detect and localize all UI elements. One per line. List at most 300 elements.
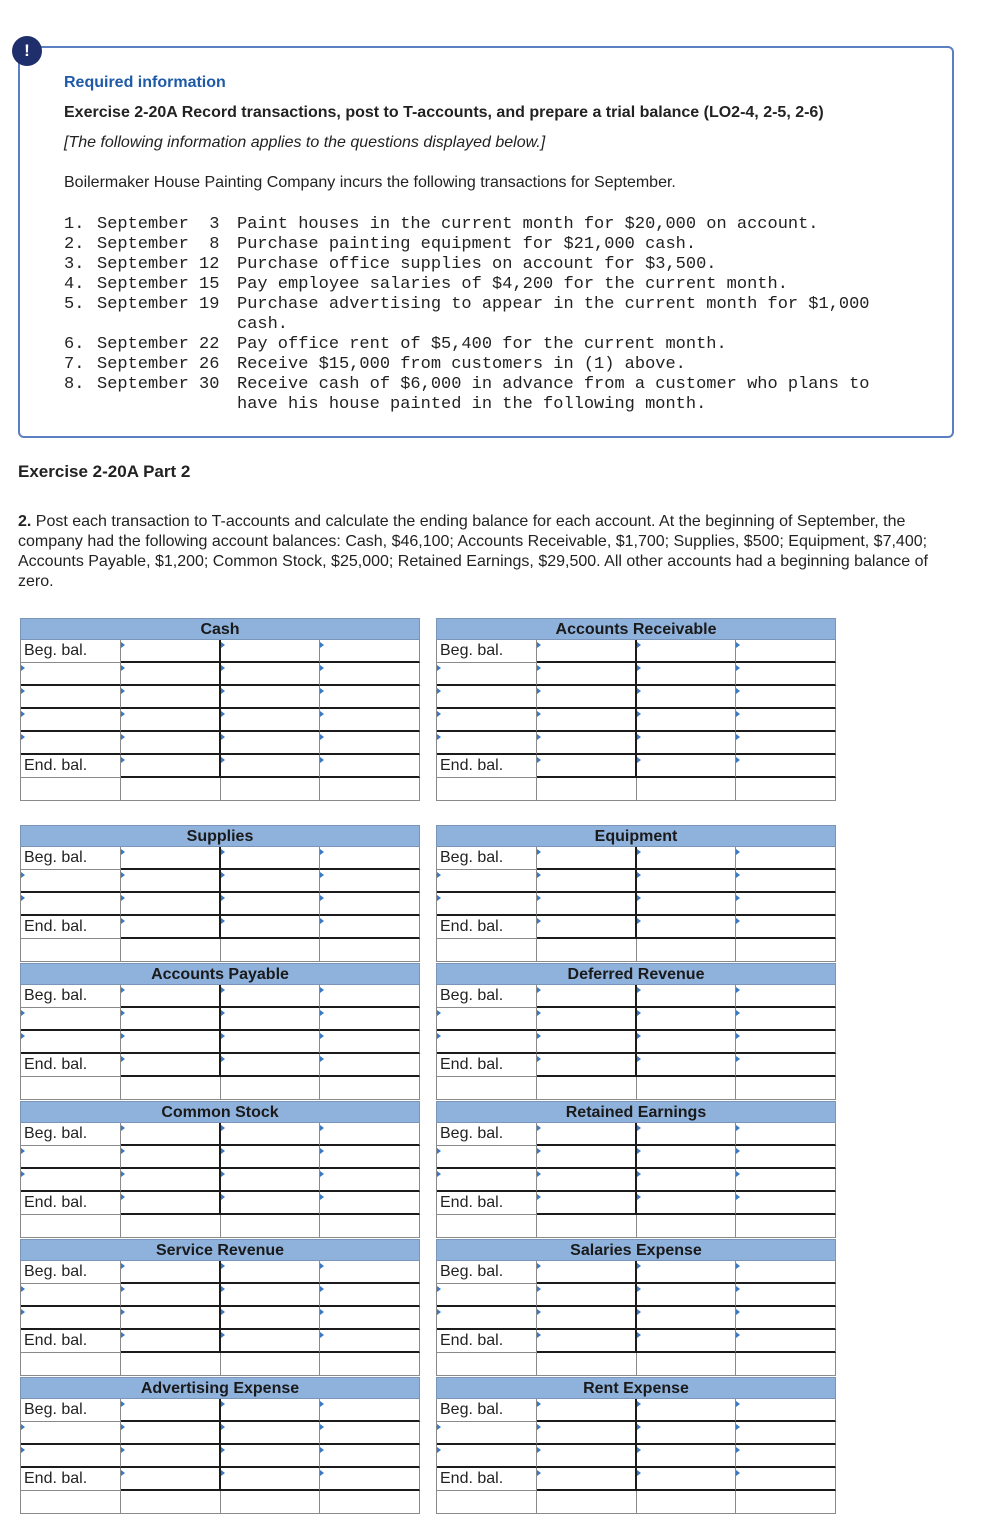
credit-input[interactable] [637, 640, 737, 663]
debit-input[interactable] [537, 1468, 637, 1491]
credit-input[interactable] [221, 732, 321, 755]
amount-input[interactable] [320, 1169, 420, 1192]
debit-input[interactable] [121, 847, 221, 870]
instruction-number: 2. [18, 513, 32, 530]
credit-input[interactable] [637, 1054, 737, 1077]
amount-input[interactable] [320, 663, 420, 686]
account-name-input[interactable] [21, 1307, 121, 1330]
amount-input[interactable] [736, 732, 836, 755]
credit-input[interactable] [221, 1146, 321, 1169]
beginning-balance-label: Beg. bal. [21, 1399, 121, 1422]
credit-input[interactable] [637, 1399, 737, 1422]
footer-row [21, 939, 420, 962]
credit-input[interactable] [221, 893, 321, 916]
ending-balance-label: End. bal. [21, 1468, 121, 1491]
beginning-balance-row [21, 847, 420, 870]
debit-input[interactable] [121, 1284, 221, 1307]
amount-input[interactable] [736, 755, 836, 778]
account-name-input[interactable] [21, 686, 121, 709]
credit-input[interactable] [637, 1031, 737, 1054]
debit-input[interactable] [537, 847, 637, 870]
footer-row [437, 939, 836, 962]
footer-cell [21, 1353, 121, 1376]
intro-text: Boilermaker House Painting Company incurs the following transactions for September. [64, 174, 676, 191]
ending-balance-row [437, 1054, 836, 1077]
debit-input[interactable] [537, 709, 637, 732]
account-name-input[interactable] [21, 1169, 121, 1192]
credit-input[interactable] [221, 1192, 321, 1215]
footer-cell [736, 1353, 836, 1376]
beginning-balance-label: Beg. bal. [437, 1399, 537, 1422]
transaction-date: September 22 [97, 335, 220, 354]
debit-input[interactable] [537, 1031, 637, 1054]
ending-balance-label: End. bal. [21, 1054, 121, 1077]
credit-input[interactable] [637, 1445, 737, 1468]
entry-row [437, 870, 836, 893]
debit-input[interactable] [537, 893, 637, 916]
amount-input[interactable] [736, 1468, 836, 1491]
beginning-balance-row [21, 1399, 420, 1422]
account-name-input[interactable] [437, 1445, 537, 1468]
footer-cell [437, 1353, 537, 1376]
entry-row [437, 1169, 836, 1192]
amount-input[interactable] [320, 847, 420, 870]
debit-input[interactable] [121, 1307, 221, 1330]
ending-balance-row [21, 916, 420, 939]
account-name-input[interactable] [437, 893, 537, 916]
account-name-input[interactable] [21, 893, 121, 916]
credit-input[interactable] [637, 663, 737, 686]
amount-input[interactable] [320, 1261, 420, 1284]
beginning-balance-label: Beg. bal. [21, 847, 121, 870]
amount-input[interactable] [736, 1054, 836, 1077]
transaction-desc: Purchase painting equipment for $21,000 cash. [237, 235, 697, 254]
footer-cell [637, 778, 737, 801]
credit-input[interactable] [637, 686, 737, 709]
t-account-accounts-payable [20, 963, 420, 1100]
footer-row [437, 1353, 836, 1376]
t-account-service-revenue [20, 1239, 420, 1376]
amount-input[interactable] [736, 1399, 836, 1422]
credit-input[interactable] [221, 985, 321, 1008]
credit-input[interactable] [637, 1468, 737, 1491]
account-name-input[interactable] [21, 709, 121, 732]
amount-input[interactable] [736, 1422, 836, 1445]
account-title: Equipment [436, 825, 836, 847]
credit-input[interactable] [221, 1445, 321, 1468]
entry-row [437, 893, 836, 916]
transaction-desc: Purchase advertising to appear in the current month for $1,000 cash. [237, 295, 870, 334]
footer-cell [221, 1491, 321, 1514]
beginning-balance-label: Beg. bal. [437, 847, 537, 870]
transaction-desc: Pay office rent of $5,400 for the current month. [237, 335, 727, 354]
transaction-num: 6. [64, 335, 85, 354]
account-name-input[interactable] [21, 732, 121, 755]
account-name-input[interactable] [437, 1008, 537, 1031]
account-title: Salaries Expense [436, 1239, 836, 1261]
credit-input[interactable] [221, 1330, 321, 1353]
debit-input[interactable] [121, 686, 221, 709]
debit-input[interactable] [537, 1169, 637, 1192]
account-title: Supplies [20, 825, 420, 847]
account-row [20, 1239, 838, 1377]
required-information-box [18, 46, 954, 438]
credit-input[interactable] [637, 1284, 737, 1307]
transaction-num: 2. [64, 235, 85, 254]
account-name-input[interactable] [437, 1422, 537, 1445]
transaction-num: 4. [64, 275, 85, 294]
amount-input[interactable] [736, 1284, 836, 1307]
t-accounts-grid [20, 618, 838, 1515]
credit-input[interactable] [637, 1330, 737, 1353]
amount-input[interactable] [736, 640, 836, 663]
beginning-balance-label: Beg. bal. [437, 1123, 537, 1146]
amount-input[interactable] [320, 1031, 420, 1054]
amount-input[interactable] [736, 1445, 836, 1468]
debit-input[interactable] [537, 1261, 637, 1284]
transaction-list [64, 215, 917, 415]
credit-input[interactable] [637, 1169, 737, 1192]
debit-input[interactable] [537, 1054, 637, 1077]
debit-input[interactable] [537, 1330, 637, 1353]
amount-input[interactable] [320, 1146, 420, 1169]
amount-input[interactable] [320, 985, 420, 1008]
debit-input[interactable] [537, 755, 637, 778]
footer-cell [121, 1077, 221, 1100]
credit-input[interactable] [637, 1422, 737, 1445]
transaction-date: September 8 [97, 235, 220, 254]
amount-input[interactable] [320, 1284, 420, 1307]
debit-input[interactable] [121, 1261, 221, 1284]
credit-input[interactable] [221, 1169, 321, 1192]
credit-input[interactable] [221, 870, 321, 893]
transaction-num: 5. [64, 295, 85, 314]
account-name-input[interactable] [437, 732, 537, 755]
amount-input[interactable] [736, 1169, 836, 1192]
amount-input[interactable] [736, 1330, 836, 1353]
credit-input[interactable] [637, 1008, 737, 1031]
footer-cell [637, 1491, 737, 1514]
footer-cell [21, 778, 121, 801]
amount-input[interactable] [736, 686, 836, 709]
credit-input[interactable] [637, 1192, 737, 1215]
beginning-balance-row [437, 1123, 836, 1146]
transaction-item [64, 235, 917, 255]
credit-input[interactable] [221, 916, 321, 939]
debit-input[interactable] [121, 1031, 221, 1054]
beginning-balance-row [21, 640, 420, 663]
amount-input[interactable] [320, 1192, 420, 1215]
amount-input[interactable] [736, 1307, 836, 1330]
credit-input[interactable] [221, 1008, 321, 1031]
debit-input[interactable] [121, 1054, 221, 1077]
credit-input[interactable] [637, 893, 737, 916]
debit-input[interactable] [121, 1146, 221, 1169]
credit-input[interactable] [221, 1422, 321, 1445]
amount-input[interactable] [320, 1054, 420, 1077]
footer-cell [320, 1491, 420, 1514]
beginning-balance-row [437, 985, 836, 1008]
t-account-rent-expense [436, 1377, 836, 1514]
footer-row [21, 1491, 420, 1514]
account-name-input[interactable] [437, 709, 537, 732]
amount-input[interactable] [320, 640, 420, 663]
account-title: Rent Expense [436, 1377, 836, 1399]
amount-input[interactable] [736, 847, 836, 870]
credit-input[interactable] [221, 1399, 321, 1422]
credit-input[interactable] [221, 1307, 321, 1330]
footer-cell [21, 939, 121, 962]
credit-input[interactable] [221, 847, 321, 870]
debit-input[interactable] [121, 1330, 221, 1353]
beginning-balance-row [21, 1261, 420, 1284]
ending-balance-row [437, 1330, 836, 1353]
debit-input[interactable] [121, 1192, 221, 1215]
credit-input[interactable] [637, 755, 737, 778]
credit-input[interactable] [221, 755, 321, 778]
debit-input[interactable] [121, 732, 221, 755]
amount-input[interactable] [736, 916, 836, 939]
credit-input[interactable] [221, 663, 321, 686]
footer-cell [121, 939, 221, 962]
account-name-input[interactable] [21, 870, 121, 893]
debit-input[interactable] [121, 663, 221, 686]
entry-row [437, 709, 836, 732]
amount-input[interactable] [320, 1330, 420, 1353]
amount-input[interactable] [320, 1422, 420, 1445]
account-name-input[interactable] [437, 663, 537, 686]
entry-row [21, 893, 420, 916]
account-name-input[interactable] [437, 1146, 537, 1169]
debit-input[interactable] [121, 870, 221, 893]
credit-input[interactable] [221, 1123, 321, 1146]
debit-input[interactable] [537, 686, 637, 709]
entry-row [21, 732, 420, 755]
debit-input[interactable] [537, 640, 637, 663]
amount-input[interactable] [320, 686, 420, 709]
credit-input[interactable] [221, 1054, 321, 1077]
footer-cell [320, 939, 420, 962]
footer-cell [537, 939, 637, 962]
debit-input[interactable] [121, 916, 221, 939]
amount-input[interactable] [736, 1261, 836, 1284]
account-name-input[interactable] [437, 1031, 537, 1054]
transaction-desc: Paint houses in the current month for $20,000 on account. [237, 215, 819, 234]
account-name-input[interactable] [21, 1008, 121, 1031]
debit-input[interactable] [121, 1422, 221, 1445]
footer-row [21, 1353, 420, 1376]
amount-input[interactable] [736, 1031, 836, 1054]
amount-input[interactable] [320, 1123, 420, 1146]
account-name-input[interactable] [437, 1169, 537, 1192]
account-name-input[interactable] [21, 663, 121, 686]
debit-input[interactable] [537, 1445, 637, 1468]
transaction-item [64, 215, 917, 235]
amount-input[interactable] [736, 709, 836, 732]
account-name-input[interactable] [437, 686, 537, 709]
credit-input[interactable] [221, 1031, 321, 1054]
credit-input[interactable] [221, 1284, 321, 1307]
footer-row [437, 1215, 836, 1238]
transaction-date: September 3 [97, 215, 220, 234]
debit-input[interactable] [121, 1123, 221, 1146]
ending-balance-row [21, 1054, 420, 1077]
footer-cell [320, 1077, 420, 1100]
amount-input[interactable] [320, 1307, 420, 1330]
amount-input[interactable] [736, 870, 836, 893]
amount-input[interactable] [320, 1399, 420, 1422]
amount-input[interactable] [320, 1445, 420, 1468]
t-account-supplies [20, 825, 420, 962]
t-account-accounts-receivable [436, 618, 836, 801]
credit-input[interactable] [637, 1146, 737, 1169]
amount-input[interactable] [320, 709, 420, 732]
required-information-title: Required information [64, 74, 226, 91]
account-title: Cash [20, 618, 420, 640]
debit-input[interactable] [121, 985, 221, 1008]
footer-cell [221, 939, 321, 962]
footer-cell [221, 778, 321, 801]
debit-input[interactable] [537, 870, 637, 893]
debit-input[interactable] [537, 1123, 637, 1146]
footer-cell [121, 1353, 221, 1376]
amount-input[interactable] [320, 893, 420, 916]
credit-input[interactable] [637, 847, 737, 870]
ending-balance-label: End. bal. [437, 1054, 537, 1077]
amount-input[interactable] [320, 732, 420, 755]
beginning-balance-row [437, 847, 836, 870]
credit-input[interactable] [637, 916, 737, 939]
debit-input[interactable] [537, 663, 637, 686]
amount-input[interactable] [736, 1192, 836, 1215]
account-name-input[interactable] [21, 1146, 121, 1169]
debit-input[interactable] [537, 1399, 637, 1422]
debit-input[interactable] [537, 1008, 637, 1031]
credit-input[interactable] [637, 985, 737, 1008]
debit-input[interactable] [537, 985, 637, 1008]
debit-input[interactable] [121, 1445, 221, 1468]
debit-input[interactable] [537, 1307, 637, 1330]
beginning-balance-row [21, 1123, 420, 1146]
transaction-item [64, 375, 917, 415]
account-title: Service Revenue [20, 1239, 420, 1261]
account-name-input[interactable] [437, 870, 537, 893]
footer-cell [437, 1491, 537, 1514]
credit-input[interactable] [221, 640, 321, 663]
credit-input[interactable] [637, 709, 737, 732]
amount-input[interactable] [320, 755, 420, 778]
ending-balance-label: End. bal. [21, 1330, 121, 1353]
amount-input[interactable] [736, 1123, 836, 1146]
credit-input[interactable] [637, 1123, 737, 1146]
debit-input[interactable] [121, 755, 221, 778]
credit-input[interactable] [221, 1261, 321, 1284]
footer-cell [320, 778, 420, 801]
footer-row [437, 1491, 836, 1514]
debit-input[interactable] [121, 1008, 221, 1031]
transaction-date: September 15 [97, 275, 220, 294]
transaction-desc: Receive $15,000 from customers in (1) above. [237, 355, 686, 374]
ending-balance-row [21, 755, 420, 778]
credit-input[interactable] [637, 732, 737, 755]
amount-input[interactable] [736, 663, 836, 686]
entry-row [437, 1307, 836, 1330]
transaction-item [64, 355, 917, 375]
t-account-cash [20, 618, 420, 801]
debit-input[interactable] [121, 709, 221, 732]
entry-row [21, 709, 420, 732]
amount-input[interactable] [320, 870, 420, 893]
account-row [20, 1101, 838, 1239]
amount-input[interactable] [736, 1146, 836, 1169]
footer-cell [121, 1215, 221, 1238]
entry-row [21, 1445, 420, 1468]
debit-input[interactable] [121, 1169, 221, 1192]
amount-input[interactable] [320, 916, 420, 939]
amount-input[interactable] [320, 1008, 420, 1031]
debit-input[interactable] [121, 640, 221, 663]
amount-input[interactable] [320, 1468, 420, 1491]
debit-input[interactable] [121, 1468, 221, 1491]
account-name-input[interactable] [21, 1422, 121, 1445]
transaction-desc: Purchase office supplies on account for $3,500. [237, 255, 717, 274]
credit-input[interactable] [637, 1307, 737, 1330]
footer-row [21, 1077, 420, 1100]
credit-input[interactable] [221, 686, 321, 709]
account-name-input[interactable] [437, 1307, 537, 1330]
credit-input[interactable] [221, 1468, 321, 1491]
entry-row [21, 663, 420, 686]
transaction-desc: Receive cash of $6,000 in advance from a customer who plans to have his house painted in the following month. [237, 375, 870, 414]
debit-input[interactable] [537, 1192, 637, 1215]
transaction-num: 7. [64, 355, 85, 374]
t-account-common-stock [20, 1101, 420, 1238]
account-name-input[interactable] [21, 1284, 121, 1307]
debit-input[interactable] [121, 893, 221, 916]
footer-row [437, 778, 836, 801]
debit-input[interactable] [537, 916, 637, 939]
debit-input[interactable] [121, 1399, 221, 1422]
footer-cell [21, 1077, 121, 1100]
part-title: Exercise 2-20A Part 2 [18, 462, 191, 481]
footer-cell [221, 1077, 321, 1100]
ending-balance-row [21, 1330, 420, 1353]
amount-input[interactable] [736, 985, 836, 1008]
footer-cell [221, 1215, 321, 1238]
debit-input[interactable] [537, 1422, 637, 1445]
entry-row [21, 1031, 420, 1054]
footer-cell [437, 778, 537, 801]
account-name-input[interactable] [21, 1445, 121, 1468]
debit-input[interactable] [537, 732, 637, 755]
account-name-input[interactable] [21, 1031, 121, 1054]
credit-input[interactable] [637, 1261, 737, 1284]
t-account-deferred-revenue [436, 963, 836, 1100]
footer-cell [736, 1215, 836, 1238]
footer-cell [437, 1215, 537, 1238]
debit-input[interactable] [537, 1284, 637, 1307]
debit-input[interactable] [537, 1146, 637, 1169]
entry-row [21, 686, 420, 709]
amount-input[interactable] [736, 1008, 836, 1031]
amount-input[interactable] [736, 893, 836, 916]
credit-input[interactable] [637, 870, 737, 893]
beginning-balance-row [21, 985, 420, 1008]
account-name-input[interactable] [437, 1284, 537, 1307]
beginning-balance-label: Beg. bal. [437, 640, 537, 663]
credit-input[interactable] [221, 709, 321, 732]
account-row [20, 825, 838, 963]
